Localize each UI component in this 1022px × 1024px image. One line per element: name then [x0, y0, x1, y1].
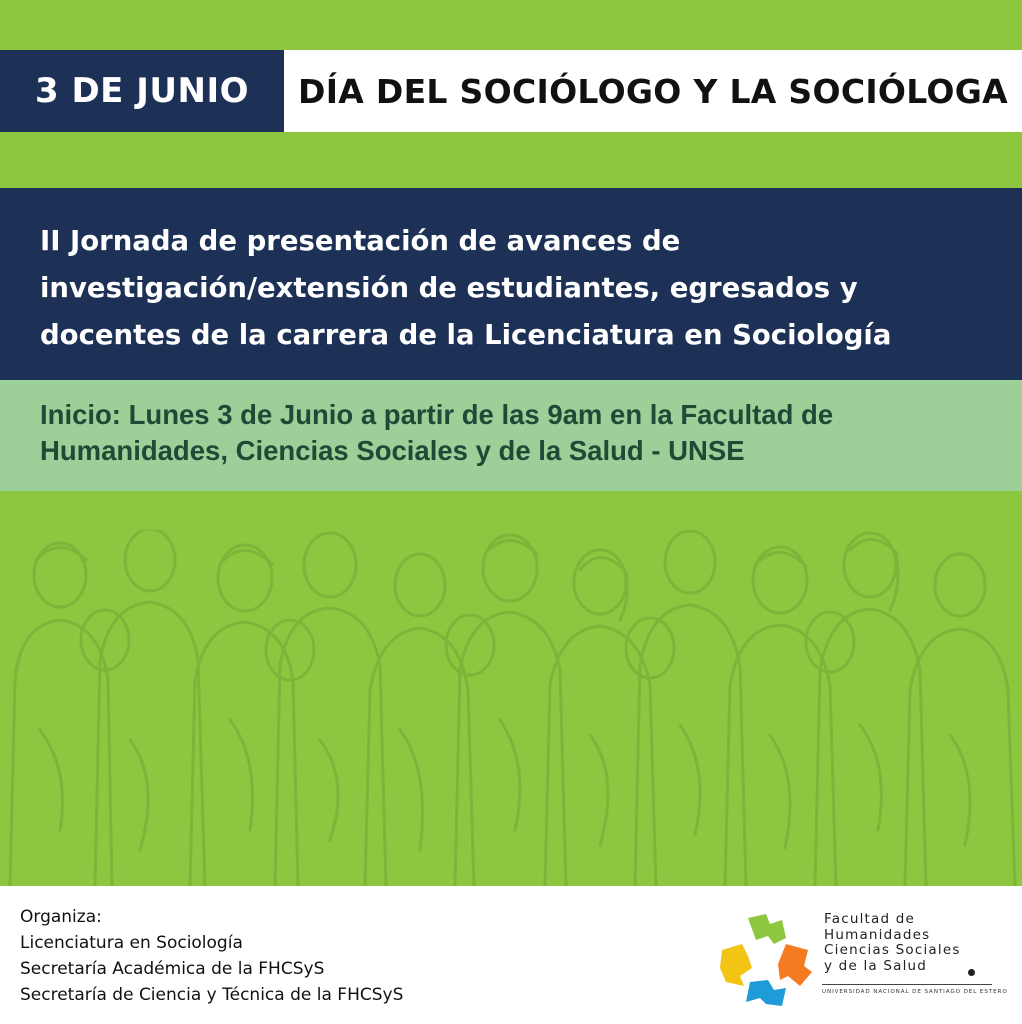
logo-line: Facultad de: [824, 911, 916, 927]
start-info: [0, 380, 1022, 491]
organizer-item: Secretaría de Ciencia y Técnica de la FHCSyS: [20, 985, 404, 1005]
poster-title: DÍA DEL SOCIÓLOGO Y LA SOCIÓLOGA: [284, 50, 1022, 132]
organizer-item: Secretaría Académica de la FHCSyS: [20, 959, 325, 979]
event-line: docentes de la carrera de la Licenciatura en Sociología: [40, 319, 892, 351]
crowd-illustration-icon: [0, 530, 1022, 886]
event-description: [0, 188, 1022, 380]
logo-divider: [822, 984, 992, 985]
university-name: UNIVERSIDAD NACIONAL DE SANTIAGO DEL ESTERO: [822, 989, 1008, 995]
logo-line: y de la Salud: [824, 957, 928, 974]
logo-line: Ciencias Sociales: [824, 942, 961, 958]
logo-text: [824, 912, 961, 974]
organizers-block: [20, 904, 403, 1008]
event-line: II Jornada de presentación de avances de: [40, 225, 681, 257]
organizer-item: Licenciatura en Sociología: [20, 933, 243, 953]
logo-line: Humanidades: [824, 926, 931, 943]
fhcsys-logo-icon: [716, 910, 816, 1010]
start-line: Inicio: Lunes 3 de Junio a partir de las 9am en la Facultad de: [40, 399, 834, 430]
logo-dot: [968, 969, 975, 976]
header-row: [0, 50, 1022, 132]
organiza-label: Organiza:: [20, 907, 102, 927]
date-badge: 3 DE JUNIO: [0, 50, 284, 132]
footer: [0, 886, 1022, 1024]
start-line: Humanidades, Ciencias Sociales y de la Salud - UNSE: [40, 435, 745, 466]
event-line: investigación/extensión de estudiantes, egresados y: [40, 272, 858, 304]
